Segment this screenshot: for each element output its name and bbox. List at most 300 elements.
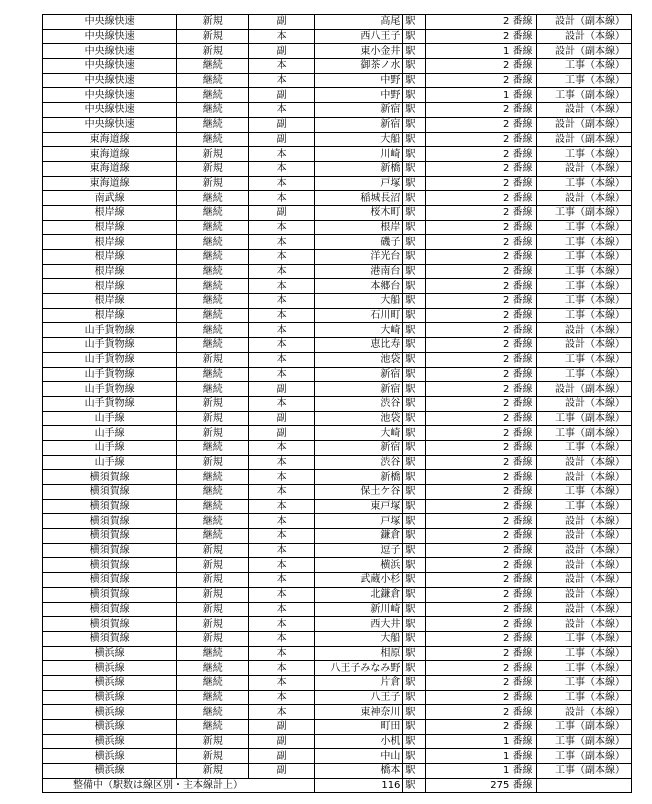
status-cell: 継続 <box>177 499 249 514</box>
track-count-cell: 2 番線 <box>425 499 536 514</box>
work-type-cell: 工事（副本線） <box>536 411 631 426</box>
station-name-cell: 中野 <box>315 73 403 88</box>
station-name-cell: 新宿 <box>315 103 403 118</box>
status-cell: 継続 <box>177 338 249 353</box>
work-type-cell: 工事（本線） <box>536 176 631 191</box>
station-name-cell: 石川町 <box>315 308 403 323</box>
line-name-cell: 山手貨物線 <box>43 382 177 397</box>
line-name-cell: 中央線快速 <box>43 59 177 74</box>
track-type-cell: 本 <box>249 587 315 602</box>
track-count-cell: 1 番線 <box>425 764 536 779</box>
track-count-cell: 2 番線 <box>425 411 536 426</box>
station-name-cell: 新橋 <box>315 470 403 485</box>
line-name-cell: 横浜線 <box>43 661 177 676</box>
line-name-cell: 南武線 <box>43 191 177 206</box>
status-cell: 継続 <box>177 675 249 690</box>
work-type-cell: 工事（本線） <box>536 675 631 690</box>
track-type-cell: 本 <box>249 602 315 617</box>
track-type-cell: 本 <box>249 396 315 411</box>
track-count-cell: 2 番線 <box>425 396 536 411</box>
station-unit-cell: 駅 <box>403 675 425 690</box>
track-count-cell: 2 番線 <box>425 176 536 191</box>
station-unit-cell: 駅 <box>403 396 425 411</box>
track-type-cell: 本 <box>249 529 315 544</box>
track-count-cell: 2 番線 <box>425 661 536 676</box>
track-type-cell: 本 <box>249 367 315 382</box>
track-type-cell: 副 <box>249 720 315 735</box>
track-count-cell: 2 番線 <box>425 147 536 162</box>
station-unit-cell: 駅 <box>403 323 425 338</box>
line-name-cell: 根岸線 <box>43 294 177 309</box>
status-cell: 新規 <box>177 161 249 176</box>
track-count-cell: 2 番線 <box>425 426 536 441</box>
station-name-cell: 根岸 <box>315 220 403 235</box>
station-unit-cell: 駅 <box>403 690 425 705</box>
line-name-cell: 横浜線 <box>43 646 177 661</box>
station-name-cell: 大船 <box>315 132 403 147</box>
station-name-cell: 八王子 <box>315 690 403 705</box>
line-name-cell: 中央線快速 <box>43 29 177 44</box>
track-count-cell: 2 番線 <box>425 132 536 147</box>
station-unit-cell: 駅 <box>403 440 425 455</box>
status-cell: 継続 <box>177 367 249 382</box>
status-cell: 新規 <box>177 411 249 426</box>
work-type-cell: 設計（本線） <box>536 558 631 573</box>
work-type-cell: 工事（本線） <box>536 485 631 500</box>
track-type-cell: 本 <box>249 220 315 235</box>
track-type-cell: 本 <box>249 440 315 455</box>
station-unit-cell: 駅 <box>403 191 425 206</box>
total-track-count: 275 番線 <box>425 778 536 793</box>
track-type-cell: 副 <box>249 426 315 441</box>
work-type-cell: 工事（本線） <box>536 294 631 309</box>
track-type-cell: 本 <box>249 543 315 558</box>
status-cell: 新規 <box>177 764 249 779</box>
status-cell: 継続 <box>177 529 249 544</box>
status-cell: 新規 <box>177 352 249 367</box>
table-row <box>43 367 632 382</box>
station-name-cell: 戸塚 <box>315 176 403 191</box>
table-row <box>43 191 632 206</box>
track-type-cell: 本 <box>249 264 315 279</box>
work-type-cell: 設計（本線） <box>536 396 631 411</box>
line-name-cell: 根岸線 <box>43 220 177 235</box>
status-cell: 継続 <box>177 220 249 235</box>
table-row <box>43 103 632 118</box>
work-type-cell: 工事（本線） <box>536 440 631 455</box>
total-station-unit: 駅 <box>403 778 425 793</box>
track-type-cell: 本 <box>249 191 315 206</box>
status-cell: 新規 <box>177 29 249 44</box>
work-type-cell: 設計（本線） <box>536 161 631 176</box>
line-name-cell: 中央線快速 <box>43 103 177 118</box>
track-count-cell: 1 番線 <box>425 44 536 59</box>
status-cell: 継続 <box>177 705 249 720</box>
station-unit-cell: 駅 <box>403 117 425 132</box>
track-count-cell: 2 番線 <box>425 587 536 602</box>
line-name-cell: 横浜線 <box>43 690 177 705</box>
work-type-cell: 工事（本線） <box>536 147 631 162</box>
station-unit-cell: 駅 <box>403 411 425 426</box>
table-row <box>43 161 632 176</box>
work-type-cell: 設計（副本線） <box>536 117 631 132</box>
station-name-cell: 戸塚 <box>315 514 403 529</box>
station-unit-cell: 駅 <box>403 29 425 44</box>
work-type-cell: 工事（本線） <box>536 646 631 661</box>
status-cell: 継続 <box>177 690 249 705</box>
work-type-cell: 工事（本線） <box>536 73 631 88</box>
station-name-cell: 港南台 <box>315 264 403 279</box>
track-type-cell: 副 <box>249 117 315 132</box>
work-type-cell: 工事（本線） <box>536 352 631 367</box>
station-name-cell: 保土ケ谷 <box>315 485 403 500</box>
track-count-cell: 2 番線 <box>425 675 536 690</box>
line-name-cell: 山手貨物線 <box>43 367 177 382</box>
track-count-cell: 2 番線 <box>425 705 536 720</box>
status-cell: 継続 <box>177 88 249 103</box>
station-unit-cell: 駅 <box>403 587 425 602</box>
station-name-cell: 川崎 <box>315 147 403 162</box>
track-type-cell: 副 <box>249 749 315 764</box>
station-unit-cell: 駅 <box>403 602 425 617</box>
station-unit-cell: 駅 <box>403 617 425 632</box>
table-row <box>43 440 632 455</box>
status-cell: 継続 <box>177 205 249 220</box>
track-type-cell: 副 <box>249 734 315 749</box>
work-type-cell: 設計（本線） <box>536 455 631 470</box>
table-row <box>43 88 632 103</box>
work-type-cell: 工事（本線） <box>536 367 631 382</box>
work-type-cell: 設計（本線） <box>536 587 631 602</box>
work-type-cell: 設計（本線） <box>536 338 631 353</box>
line-name-cell: 中央線快速 <box>43 73 177 88</box>
station-unit-cell: 駅 <box>403 308 425 323</box>
station-unit-cell: 駅 <box>403 88 425 103</box>
work-type-cell: 工事（本線） <box>536 499 631 514</box>
line-name-cell: 根岸線 <box>43 308 177 323</box>
station-unit-cell: 駅 <box>403 631 425 646</box>
track-count-cell: 2 番線 <box>425 264 536 279</box>
table-row <box>43 220 632 235</box>
station-name-cell: 高尾 <box>315 15 403 30</box>
table-row <box>43 323 632 338</box>
work-type-cell: 工事（副本線） <box>536 764 631 779</box>
work-type-cell: 工事（副本線） <box>536 749 631 764</box>
station-unit-cell: 駅 <box>403 558 425 573</box>
status-cell: 継続 <box>177 103 249 118</box>
station-unit-cell: 駅 <box>403 661 425 676</box>
station-name-cell: 池袋 <box>315 411 403 426</box>
track-count-cell: 2 番線 <box>425 720 536 735</box>
line-name-cell: 山手線 <box>43 455 177 470</box>
track-count-cell: 2 番線 <box>425 191 536 206</box>
line-name-cell: 横須賀線 <box>43 602 177 617</box>
station-name-cell: 八王子みなみ野 <box>315 661 403 676</box>
station-unit-cell: 駅 <box>403 529 425 544</box>
track-count-cell: 1 番線 <box>425 749 536 764</box>
line-name-cell: 横須賀線 <box>43 499 177 514</box>
status-cell: 継続 <box>177 323 249 338</box>
track-type-cell: 本 <box>249 338 315 353</box>
station-unit-cell: 駅 <box>403 646 425 661</box>
line-name-cell: 山手貨物線 <box>43 352 177 367</box>
track-type-cell: 本 <box>249 250 315 265</box>
track-count-cell: 2 番線 <box>425 602 536 617</box>
status-cell: 継続 <box>177 294 249 309</box>
status-cell: 新規 <box>177 15 249 30</box>
station-name-cell: 渋谷 <box>315 455 403 470</box>
station-unit-cell: 駅 <box>403 499 425 514</box>
track-type-cell: 本 <box>249 352 315 367</box>
track-type-cell: 本 <box>249 705 315 720</box>
station-unit-cell: 駅 <box>403 205 425 220</box>
status-cell: 新規 <box>177 455 249 470</box>
table-row <box>43 411 632 426</box>
work-type-cell: 設計（本線） <box>536 470 631 485</box>
table-row <box>43 205 632 220</box>
line-name-cell: 山手貨物線 <box>43 323 177 338</box>
line-name-cell: 中央線快速 <box>43 88 177 103</box>
station-name-cell: 洋光台 <box>315 250 403 265</box>
table-row <box>43 59 632 74</box>
station-unit-cell: 駅 <box>403 352 425 367</box>
status-cell: 新規 <box>177 44 249 59</box>
table-row <box>43 294 632 309</box>
track-count-cell: 2 番線 <box>425 573 536 588</box>
work-type-cell: 設計（副本線） <box>536 132 631 147</box>
status-cell: 継続 <box>177 132 249 147</box>
track-count-cell: 2 番線 <box>425 294 536 309</box>
station-name-cell: 新橋 <box>315 161 403 176</box>
track-type-cell: 副 <box>249 88 315 103</box>
station-unit-cell: 駅 <box>403 44 425 59</box>
work-type-cell: 設計（本線） <box>536 543 631 558</box>
station-name-cell: 本郷台 <box>315 279 403 294</box>
track-count-cell: 2 番線 <box>425 220 536 235</box>
station-unit-cell: 駅 <box>403 426 425 441</box>
station-unit-cell: 駅 <box>403 720 425 735</box>
line-name-cell: 根岸線 <box>43 250 177 265</box>
status-cell: 継続 <box>177 514 249 529</box>
station-unit-cell: 駅 <box>403 573 425 588</box>
table-row <box>43 675 632 690</box>
station-name-cell: 大崎 <box>315 426 403 441</box>
station-name-cell: 稲城長沼 <box>315 191 403 206</box>
status-cell: 新規 <box>177 396 249 411</box>
work-type-cell: 工事（副本線） <box>536 426 631 441</box>
total-work-cell <box>536 778 631 793</box>
line-name-cell: 東海道線 <box>43 132 177 147</box>
track-count-cell: 2 番線 <box>425 103 536 118</box>
line-name-cell: 山手線 <box>43 440 177 455</box>
line-name-cell: 横須賀線 <box>43 573 177 588</box>
work-type-cell: 設計（本線） <box>536 29 631 44</box>
line-name-cell: 中央線快速 <box>43 44 177 59</box>
line-name-cell: 根岸線 <box>43 264 177 279</box>
table-row <box>43 73 632 88</box>
track-type-cell: 本 <box>249 470 315 485</box>
line-name-cell: 中央線快速 <box>43 15 177 30</box>
table-row <box>43 352 632 367</box>
station-name-cell: 北鎌倉 <box>315 587 403 602</box>
table-row <box>43 426 632 441</box>
status-cell: 新規 <box>177 617 249 632</box>
work-type-cell: 工事（本線） <box>536 690 631 705</box>
track-type-cell: 本 <box>249 294 315 309</box>
station-unit-cell: 駅 <box>403 338 425 353</box>
track-count-cell: 2 番線 <box>425 543 536 558</box>
table-row <box>43 690 632 705</box>
total-label: 整備中（駅数は線区別・主本線計上） <box>43 778 315 793</box>
track-type-cell: 本 <box>249 29 315 44</box>
station-name-cell: 御茶ノ水 <box>315 59 403 74</box>
track-count-cell: 2 番線 <box>425 15 536 30</box>
station-name-cell: 新宿 <box>315 117 403 132</box>
track-type-cell: 副 <box>249 44 315 59</box>
line-name-cell: 東海道線 <box>43 161 177 176</box>
table-row <box>43 308 632 323</box>
line-name-cell: 山手貨物線 <box>43 396 177 411</box>
station-name-cell: 西八王子 <box>315 29 403 44</box>
line-name-cell: 東海道線 <box>43 147 177 162</box>
track-type-cell: 本 <box>249 59 315 74</box>
line-name-cell: 横須賀線 <box>43 529 177 544</box>
status-cell: 継続 <box>177 235 249 250</box>
track-type-cell: 副 <box>249 15 315 30</box>
station-name-cell: 池袋 <box>315 352 403 367</box>
track-count-cell: 2 番線 <box>425 205 536 220</box>
track-count-cell: 2 番線 <box>425 631 536 646</box>
work-type-cell: 工事（本線） <box>536 661 631 676</box>
track-count-cell: 1 番線 <box>425 88 536 103</box>
track-type-cell: 本 <box>249 279 315 294</box>
line-name-cell: 山手貨物線 <box>43 338 177 353</box>
track-type-cell: 本 <box>249 499 315 514</box>
table-row <box>43 499 632 514</box>
station-unit-cell: 駅 <box>403 264 425 279</box>
table-row <box>43 764 632 779</box>
table-row <box>43 646 632 661</box>
station-unit-cell: 駅 <box>403 514 425 529</box>
table-row <box>43 279 632 294</box>
table-row <box>43 338 632 353</box>
track-count-cell: 2 番線 <box>425 279 536 294</box>
table-row <box>43 455 632 470</box>
line-name-cell: 横須賀線 <box>43 558 177 573</box>
line-name-cell: 横須賀線 <box>43 587 177 602</box>
status-cell: 新規 <box>177 543 249 558</box>
track-count-cell: 2 番線 <box>425 73 536 88</box>
line-name-cell: 横浜線 <box>43 734 177 749</box>
station-name-cell: 渋谷 <box>315 396 403 411</box>
station-unit-cell: 駅 <box>403 294 425 309</box>
track-count-cell: 2 番線 <box>425 646 536 661</box>
work-type-cell: 工事（副本線） <box>536 734 631 749</box>
status-cell: 新規 <box>177 734 249 749</box>
station-unit-cell: 駅 <box>403 220 425 235</box>
station-name-cell: 橋本 <box>315 764 403 779</box>
table-row <box>43 587 632 602</box>
station-name-cell: 新宿 <box>315 440 403 455</box>
station-name-cell: 中山 <box>315 749 403 764</box>
table-row <box>43 264 632 279</box>
track-type-cell: 副 <box>249 205 315 220</box>
station-unit-cell: 駅 <box>403 176 425 191</box>
track-type-cell: 本 <box>249 690 315 705</box>
track-count-cell: 2 番線 <box>425 308 536 323</box>
track-count-cell: 2 番線 <box>425 529 536 544</box>
track-count-cell: 2 番線 <box>425 161 536 176</box>
status-cell: 継続 <box>177 720 249 735</box>
track-type-cell: 本 <box>249 558 315 573</box>
station-unit-cell: 駅 <box>403 367 425 382</box>
work-type-cell: 工事（本線） <box>536 235 631 250</box>
table-body <box>43 15 632 779</box>
track-count-cell: 2 番線 <box>425 440 536 455</box>
table-row <box>43 485 632 500</box>
track-type-cell: 本 <box>249 308 315 323</box>
track-type-cell: 本 <box>249 103 315 118</box>
status-cell: 新規 <box>177 749 249 764</box>
line-name-cell: 横浜線 <box>43 764 177 779</box>
status-cell: 継続 <box>177 382 249 397</box>
status-cell: 継続 <box>177 264 249 279</box>
status-cell: 新規 <box>177 558 249 573</box>
station-name-cell: 東戸塚 <box>315 499 403 514</box>
station-unit-cell: 駅 <box>403 764 425 779</box>
track-type-cell: 本 <box>249 161 315 176</box>
status-cell: 継続 <box>177 440 249 455</box>
station-unit-cell: 駅 <box>403 59 425 74</box>
station-name-cell: 桜木町 <box>315 205 403 220</box>
track-type-cell: 本 <box>249 176 315 191</box>
track-count-cell: 2 番線 <box>425 470 536 485</box>
status-cell: 新規 <box>177 426 249 441</box>
table-row <box>43 705 632 720</box>
station-unit-cell: 駅 <box>403 235 425 250</box>
station-unit-cell: 駅 <box>403 705 425 720</box>
line-name-cell: 根岸線 <box>43 279 177 294</box>
line-name-cell: 横須賀線 <box>43 617 177 632</box>
station-unit-cell: 駅 <box>403 161 425 176</box>
total-row <box>43 778 632 793</box>
station-unit-cell: 駅 <box>403 485 425 500</box>
work-type-cell: 工事（本線） <box>536 279 631 294</box>
station-name-cell: 町田 <box>315 720 403 735</box>
status-cell: 新規 <box>177 602 249 617</box>
track-type-cell: 本 <box>249 235 315 250</box>
station-name-cell: 鎌倉 <box>315 529 403 544</box>
track-count-cell: 2 番線 <box>425 59 536 74</box>
table-row <box>43 661 632 676</box>
table-row <box>43 720 632 735</box>
status-cell: 継続 <box>177 470 249 485</box>
work-type-cell: 設計（副本線） <box>536 15 631 30</box>
table-row <box>43 235 632 250</box>
station-name-cell: 片倉 <box>315 675 403 690</box>
station-name-cell: 相原 <box>315 646 403 661</box>
track-count-cell: 2 番線 <box>425 367 536 382</box>
line-name-cell: 横須賀線 <box>43 631 177 646</box>
line-name-cell: 横浜線 <box>43 675 177 690</box>
track-count-cell: 2 番線 <box>425 382 536 397</box>
track-type-cell: 副 <box>249 411 315 426</box>
work-type-cell: 設計（本線） <box>536 191 631 206</box>
work-type-cell: 設計（本線） <box>536 323 631 338</box>
work-type-cell: 工事（副本線） <box>536 205 631 220</box>
station-name-cell: 東小金井 <box>315 44 403 59</box>
work-type-cell: 設計（本線） <box>536 602 631 617</box>
